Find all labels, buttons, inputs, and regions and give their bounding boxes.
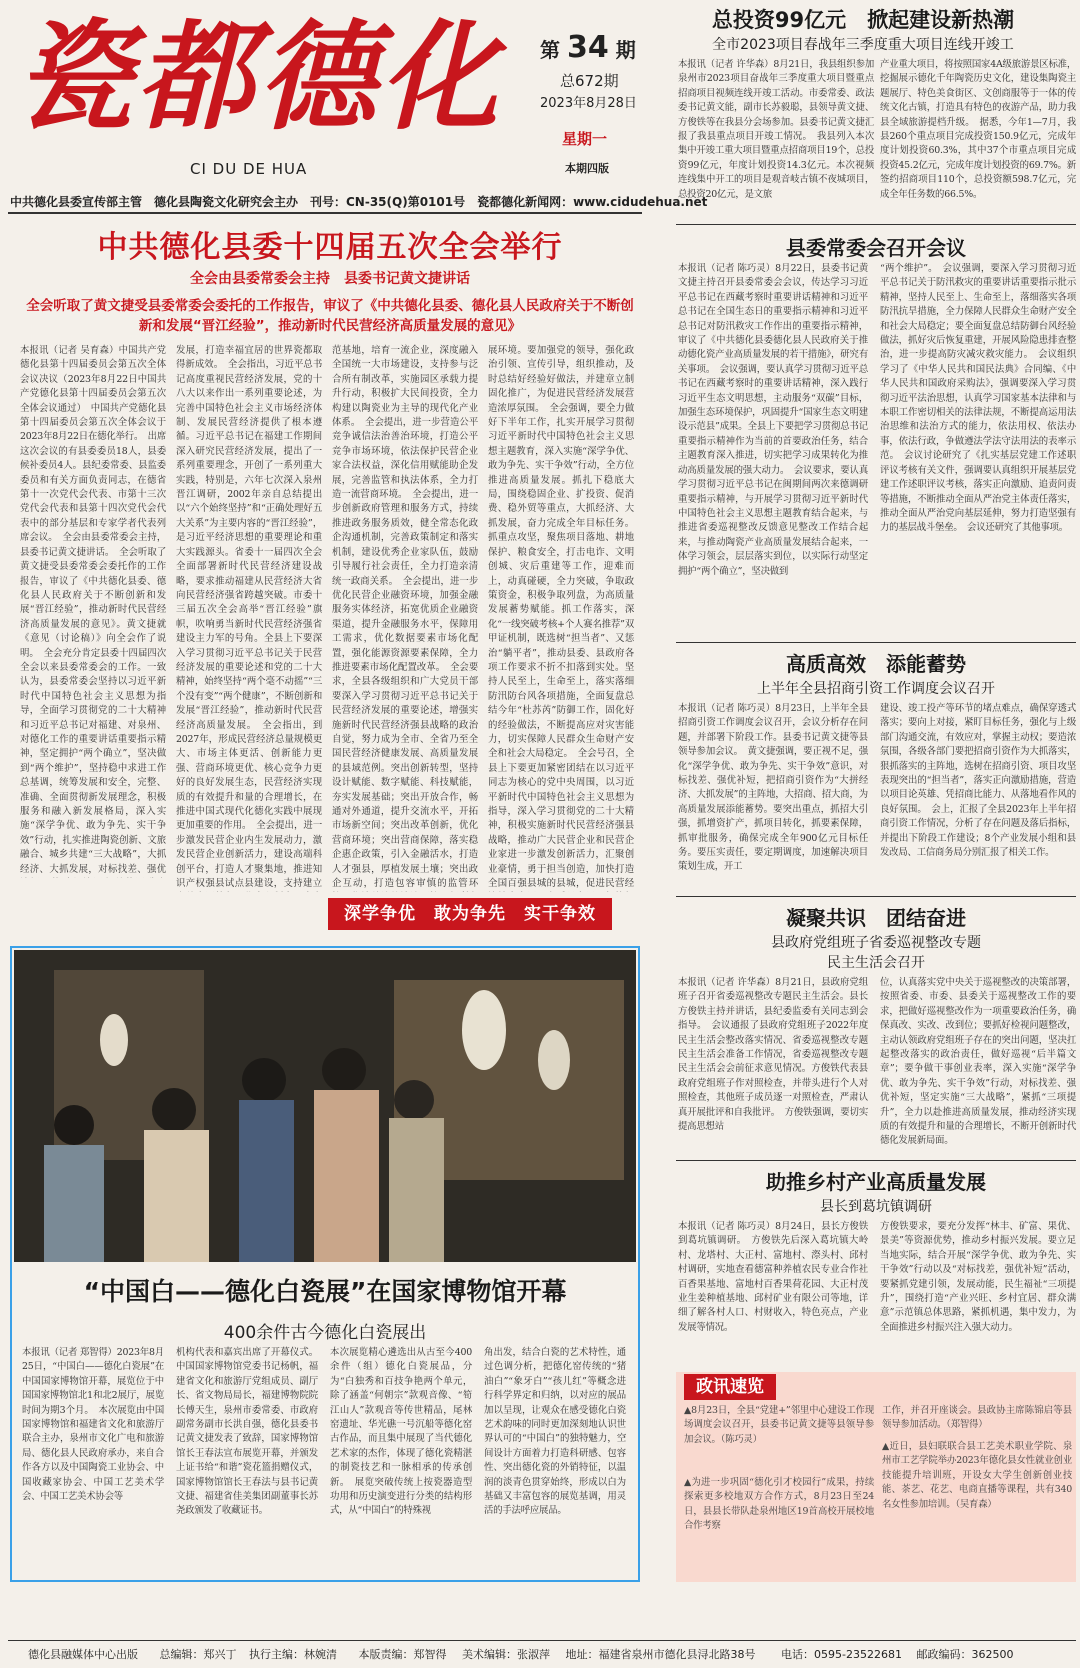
lead-body-col-1: 本报讯（记者 吴育森）中国共产党德化县第十四届委员会第五次全体会议决议（2023年8月22日中国共产党德化县第十四届委员会第五次全体会议通过） 中国共产党德化县第十四届委员会第五次全体会议于2023年8月22日在德化举行。 出席这次会议的有县委委员18人，县委候补委员4人。县纪委常委、县监委委员和有关方面负责同志，在德省第十一次党代会代表、市第十三次党代会代表和县第十四次党代会代表中的部分基层和专家学者代表列席会议。 全会由县委常委会主持，县委书记黄文捷讲话。 全会听取了黄文捷受县委常委会委托作的工作报告，审议了《中共德化县委、德化县人民政府关于不断创新和发展“晋江经验”，推动新时代民营经济高质量发展的意见》。黄文捷就《意见（讨论稿）》向全会作了说明。 全会充分肯定县委十四届四次全会以来县委常委会的工作。一致认为，县委常委会坚持以习近平新时代中国特色社会主义思想为指导，全面学习贯彻党的二十大精神和习近平总书记对福建、对泉州、对德化工作的重要讲话重要指示精神，坚定拥护“两个确立”，坚决做到“两个维护”，坚持稳中求进工作总基调，统筹发展和安全，完整、准确、全面贯彻新发展理念，积极服务和融入新发展格局，深入实施“深学争优、敢为争先、实干争效”行动，扎实推进陶瓷创新、文旅融合、城乡共建“三大战略”，大抓经济、大抓发展，对标找差、强优: [20, 345, 166, 875]
exhibit-body-col-1: 本报讯（记者 郑智得）2023年8月25日，“中国白——德化白瓷展”在中国国家博物馆开幕，展览位于中国国家博物馆北1和北2展厅，展览时间为期3个月。 本次展览由中国国家博物馆和福建省文化和旅游厅联合主办，泉州市文化广电和旅游局、德化县人民政府承办，来自合作各方以及中国陶瓷工业协会、中国收藏家协会、中国工艺美术学会、中国工艺美术协会等: [22, 1347, 164, 1503]
right-divider-1: [676, 224, 1076, 225]
exhibit-title: “中国白——德化白瓷展”在国家博物馆开幕: [83, 1277, 567, 1306]
right-divider-4: [676, 1160, 1076, 1161]
footer-publisher: 德化县融媒体中心出版: [28, 1648, 138, 1661]
news-flash-item-2: ▲为进一步巩固“德化引才校园行”成果，持续探索更多校地双方合作方式，8月23日至24日，县县长带队赴泉州地区19首高校开展校地合作考察: [684, 1477, 874, 1532]
lead-body-col-4: 展环境。要加强党的领导，强化政治引领、宣传引导，组织推动，及时总结好经验好做法，并建章立制固化推广，为促进民营经济发展营造浓厚氛围。 全会强调，要全力做好下半年工作，扎实开展学习贯彻习近平新时代中国特色社会主义思想主题教育，深入实施“深学争优、敢为争先、实干争效”行动，全方位推进高质量发展。抓扎下稳底大局，围绕稳固企业、扩投资、促消费、稳外贸等重点，大抓经济、大抓发展，奋力完成全年目标任务。抓重点攻坚，聚焦项目落地、耕地保护、粮食安全，打击电诈、文明创城、灾后重建等工作，迎难而上，动真碰硬，全力突破，争取政策资金，积极争取列盘，为高质量发展蓄势赋能。抓工作落实，深化“一线突破考核+个人赛名推荐”双甲证机制，既选树“担当者”、又惩治“躺平者”，推动县委、县政府各项工作要求不折不扣落到实处。坚持人民至上，生命至上，落实落细防汛防台风各项措施，全面复盘总结今年“杜苏芮”防御工作，固化好的经验做法，不断提高应对灾害能力，切实保障人民群众生命财产安全和社会大局稳定。 全会号召，全县上下要更加紧密团结在以习近平同志为核心的党中央周围，以习近平新时代中国特色社会主义思想为指导，深入学习贯彻党的二十大精神，积极实施新时代民营经济强县战略，推动广大民营企业和民营企业家进一步激发创新活力，汇聚创业豪情，勇于担当创造，加快打造全国百强县城的县城，促进民营经: [488, 345, 634, 890]
news-flash-item-1: ▲8月23日，全县“党建+”邻里中心建设工作现场调度会议召开，县委书记黄文捷等县领导参加会议。（陈巧灵）: [684, 1405, 874, 1445]
news-flash-item-4: ▲近日，县妇联联合县工艺美术职业学院、泉州市工艺学院举办2023年德化县女性就业创业技能提升培训班，开设女大学生创新创业技能、茶艺、花艺、电商直播等课程，共有340名女性参加培训。（吴育森）: [882, 1441, 1072, 1510]
rectify-body-col-2: 位，认真落实党中央关于巡视整改的决策部署，按照省委、市委、县委关于巡视整改工作的要求，把做好巡视整改作为一项重要政治任务，确保真改、实改、改到位；要抓好检视问题整改，主动认领政府党组班子存在的突出问题，坚决扛起整改落实的政治责任，做好巡视“后半篇文章”；要争做干事创业表率，深入实施“深学争优、敢为争先、实干争效”行动，对标找差、强优补短，坚定实施“三大战略”，紧抓“三项提升”，全力以赴推进高质量发展，推动经济实现质的有效提升和量的合理增长，不断开创新时代德化发展新局面。: [880, 977, 1076, 1147]
masthead-logo: [8, 6, 528, 136]
standing-title: 县委常委会召开会议: [786, 236, 966, 260]
rural-title: 助推乡村产业高质量发展: [766, 1170, 986, 1194]
lead-body-col-2: 发展，打造幸福宜居的世界瓷都取得新成效。 全会指出，习近平总书记高度重视民营经济发展，党的十八大以来作出一系列重要论述，为完善中国特色社会主义市场经济体制、发展民营经济提供了根本遵循。习近平总书记在福建工作期间深入研究民营经济发展，提出了一系列重要理念，开创了一系列重大实践，特别是，六年七次深入泉州晋江调研，2002年亲自总结提出以“六个始终坚持”和“正确处理好五大关系”为主要内容的“晋江经验”，是习近平经济思想的重要理论和重大实践源头。省委十一届四次全会全面部署新时代民营经济建设战略，要求推动福建从民营经济大省向民营经济强省跨越突破。市委十三届五次全会高举“晋江经验”旗帜，吹响勇当新时代民营经济强省建设主力军的号角。全县上下要深入学习贯彻习近平总书记关于民营经济发展的重要论述和党的二十大精神，始终坚持“两个毫不动摇”“三个没有变”“两个健康”，不断创新和发展“晋江经验”，推动新时代民营经济高质量发展。 全会指出，到2027年，形成民营经济总量规模更大、市场主体更活、创新能力更强、营商环境更优、核心竞争力更好的良好发展生态，民营经济实现质的有效提升和量的合理增长，在推进中国式现代化德化实践中展现更加重要的作用。 全会提出，进一步激发民营企业内生发展动力，激发民营企业创新活力，建设高端科创平台，打造人才聚集地，推进知识产权强县试点县建设，支持建立: [176, 345, 322, 890]
exhibit-body-col-3: 本次展览精心遴选出从古至今400余件（组）德化白瓷展品，分为“白独秀和百技争艳两个单元，除了涵盖“何朝宗”款观音像、“筍江山人”款观音等传世精品，尾林窑遗址、华光礁一号沉船等德化窑古作品，而且集中展现了当代德化艺术家的杰作，体现了德化瓷精湛的制瓷技艺和一脉相承的传承创新。 展览突破传统上按瓷器造型功用和历史演变进行分类的结构形式，从“中国白”的特殊视: [330, 1347, 472, 1517]
standing-body-col-1: 本报讯（记者 陈巧灵）8月22日，县委书记黄文捷主持召开县委常委会会议，传达学习习近平总书记在西藏考察时重要讲话精神和习近平总书记在全国生态日的重要指示精神和习近平总书记对防汛救灾工作作出的重要指示精神，审议了《中共德化县委德化县人民政府关于推动德化瓷产业高质量发展的若干措施》，研究有关事项。 会议强调，要认真学习贯彻习近平总书记在西藏考察时的重要讲话精神，深入践行习近平生态文明思想，主动服务“双碳”目标，加强生态环境保护，巩固提升“国家生态文明建设示范县”成果。全县上下要把学习贯彻总书记重要指示精神作为当前的首要政治任务，结合主题教育深入推进，切实把学习成果转化为推动高质量发展的强大动力。 会议要求，要认真学习贯彻习近平总书记在闽期间两次来德调研重要指示精神，与开展学习贯彻习近平新时代中国特色社会主义思想主题教育结合起来，与推进省委巡视整改反馈意见整改工作结合起来，与推动陶瓷产业高质量发展结合起来，一体学习领会，层层落实到位，以实际行动坚定拥护“两个确立”，坚决做到: [678, 263, 868, 577]
footer-address: 地址：福建省泉州市德化县浔北路38号: [565, 1648, 756, 1661]
masthead-pinyin: CI DU DE HUA: [190, 160, 308, 178]
rectify-body-col-1: 本报讯（记者 许华森）8月21日，县政府党组班子召开省委巡视整改专题民主生活会。县长方俊铁主持并讲话，县纪委监委有关同志到会指导。 会议通报了县政府党组班子2022年度民主生活会整改落实情况、省委巡视整改专题民主生活会准备工作情况，省委巡视整改专题民主生活会会前征求意见情况。方俊铁代表县政府党组班子作对照检查，并带头进行个人对照检查，其他班子成员逐一对照检查，严肃认真开展批评和自我批评。 方俊铁强调，要切实提高思想站: [678, 977, 868, 1133]
issue-date: 2023年8月28日: [540, 96, 637, 111]
footer-postcode: 邮政编码：362500: [916, 1648, 1014, 1661]
lead-body-col-3: 范基地，培育一流企业，深度融入全国统一大市场建设，支持参与泛合所有制改革，实施园区承载力提升行动，积极扩大民间投资，全力构建以陶瓷业为主导的现代化产业体系。 全会提出，进一步营造公平竞争诚信法治善治环境，打造公平竞争市场环境，依法保护民营企业家合法权益，深化信用赋能助企发展，完善监管和执法体系，全力打造一流营商环境。 全会提出，进一步创新政府管理和服务方式，持续推进政务服务质效，健全常态化政企沟通机制，完善政策制定和落实机制，建设优秀企业家队伍，鼓励引导履行社会责任，全力打造亲清统一政商关系。 全会提出，进一步优化民营企业融资环境，加强金融服务实体经济，拓宽优质企业融资渠道，提升金融服务水平，保障用工需求，优化数据要素市场化配置，强化能源资源要素保障，全力推进要素市场化配置改革。 全会要求，全县各级组织和广大党员干部要深入学习贯彻习近平总书记关于民营经济发展的重要论述，增强实施新时代民营经济强县战略的政治自觉，努力成为全市、全省乃至全国民营经济健康发展、高质量发展的县域范例。突出创新转型，坚持设计赋能、数字赋能、科技赋能，夯实发展基础；突出开放合作，畅通对外通道，提升交流水平，开拓市场新空间；突出改革创新，优化营商环境；突出营商保障，落实稳企惠企政策，引入金融活水，打造人才强县，厚植发展土壤；突出政企互动，打造包容审慎的监管环: [332, 345, 478, 890]
total-issue: 总672期: [560, 72, 619, 90]
rural-body-col-2: 方俊铁要求，要充分发挥“林丰、矿富、果优、景美”等资源优势，推动乡村振兴发展。要立足当地实际，结合开展“深学争优、敢为争先、实干争效”行动以及“对标找差，强优补短”活动，要紧抓党建引领，发展动能，民生福祉“三项提升”，围绕打造“产业兴旺、乡村宜居、群众满意”示范镇总体思路，紧抓机遇，集中发力，为全面推进乡村振兴注入强大动力。: [880, 1221, 1076, 1333]
exhibit-subtitle: 400余件古今德化白瓷展出: [223, 1323, 427, 1343]
footer-duty-editor: 本版责编：郑智得: [358, 1648, 447, 1661]
invest-body-col-2: 产业重大项目，将按照国家4A级旅游景区标准，挖掘展示德化千年陶瓷历史文化，建设集陶瓷主题展厅、特色美食街区、文创商服等于一体的传统文化古镇，打造具有特色的夜游产品，助力我县全域旅游提档升级。 据悉，今年1—7月，我县260个重点项目完成投资150.9亿元，完成年度计划投资60.3%，其中37个市重点项目完成投资45.2亿元，完成年度计划投资的69.7%。新签约招商项目110个，总投资额598.7亿元，完成全年任务数的66.5%。: [880, 59, 1076, 200]
invest-meeting-subtitle: 上半年全县招商引资工作调度会议召开: [757, 681, 995, 697]
invest-body-col-1: 本报讯（记者 许华森）8月21日，我县组织参加泉州市2023项目奋战年三季度重大项目暨重点招商项目视频连线开竣工活动。市委常委、政法委书记黄文能，副市长苏毅聪，县领导黄文捷、方俊铁等在我县分会场参加。县委书记黄文捷汇报了我县重点项目开竣工情况。 我县列入本次集中开竣工重大项目暨重点招商项目19个，总投资99亿元，年度计划投资14.3亿元。本次视频连线集中开工的项目是观音岐古镇不夜城项目，总投资20亿元，是文旅: [678, 59, 874, 200]
footer-chief-editor: 总编辑：郑兴丁: [159, 1648, 237, 1661]
lead-subtitle: 全会由县委常委会主持 县委书记黄文捷讲话: [190, 271, 470, 287]
rural-subtitle: 县长到葛坑镇调研: [820, 1199, 932, 1215]
invest-subtitle: 全市2023项目春战年三季度重大项目连线开竣工: [712, 37, 1014, 53]
right-divider-2: [676, 642, 1076, 643]
news-flash-tag: 政讯速览: [684, 1374, 776, 1400]
issue-edition: 本期四版: [565, 162, 609, 175]
issue-number: 第 34 期: [540, 30, 636, 65]
footer-art-editor: 美术编辑：张淑萍: [462, 1648, 550, 1661]
masthead-divider: [8, 212, 642, 214]
rectify-title: 凝聚共识 团结奋进: [786, 906, 966, 930]
rectify-subtitle-1: 县政府党组班子省委巡视整改专题: [771, 935, 981, 951]
footer-divider: [8, 1640, 1076, 1641]
slogan-banner: 深学争优 敢为争先 实干争效: [328, 898, 612, 930]
footer: [0, 1646, 1080, 1662]
invest-meeting-body-col-1: 本报讯（记者 陈巧灵）8月23日，上半年全县招商引资工作调度会议召开，会议分析存在问题，并部署下阶段工作。县委书记黄文捷等县领导参加会议。 黄文捷强调，要正视不足，强化“深学争优、敢为争先、实干争效”意识，对标找差、强优补短，把招商引资作为“大拼经济、大抓发展”的主阵地，大招商、招大商，为高质量发展添能蓄势。要突出重点，抓招大引强，抓增资扩产，抓项目转化，抓要素保障，抓审批服务，确保完成全年900亿元目标任务。要压实责任，要定期调度，加速解决项目策划生成，开工: [678, 703, 868, 873]
standing-body-col-2: “两个维护”。 会议强调，要深入学习贯彻习近平总书记关于防汛救灾的重要讲话重要指示批示精神，坚持人民至上、生命至上，落细落实各项防汛抗旱措施，全力保障人民群众生命财产安全和社会大局稳定；要全面复盘总结防御台风经验做法，抓好灾后恢复重建，开展风险隐患排查整治，进一步提高防灾减灾救灾能力。 会议组织学习了《中华人民共和国民法典》合同编、《中华人民共和国政府采购法》，强调要深入学习贯彻习近平法治思想，认真学习国家基本法律和与本职工作密切相关的法律法规，不断提高运用法治思维和法治方式的能力，依法用权、依法办事，依法行政，争做遵法学法守法用法的表率示范。 会议讨论研究了《扎实基层党建工作述职评议考核有关文件，强调要认真组织开展基层党建工作述职评议考核，落实正向激励、追责问责等措施，不断推动全面从严治党主体责任落实，推动全面从严治党向基层延伸，努力打造坚强有力的基层战斗堡垒。 会议还研究了其他事项。: [880, 263, 1076, 534]
right-divider-3: [676, 896, 1076, 897]
exhibit-body-col-4: 角出发，结合白瓷的艺术特性，通过色调分析，把德化窑传统的“猪油白”“象牙白”“孩儿红”等概念进行科学界定和归纳，以对应的展品加以呈现，让观众在感受德化白瓷艺术韵味的同时更加深刻地认识世界认可的“中国白”的独特魅力，空间设计方面着力打造科研感、包容性、突出德化瓷的外销特征，以温润的淡青色贯穿始终，形成以白为基础又丰富包容的展览基调，用灵活的手法呼应展品。: [484, 1347, 626, 1517]
sponsor-line: 中共德化县委宣传部主管 德化县陶瓷文化研究会主办 刊号：CN-35(Q)第0101号 瓷都德化新闻网：www.cidudehua.net: [10, 195, 708, 209]
rural-body-col-1: 本报讯（记者 陈巧灵）8月24日，县长方俊铁到葛坑镇调研。 方俊铁先后深入葛坑镇大岭村、龙塔村、大正村、富地村、漈头村、邱村村调研，实地查看德富种养植农民专业合作社百香果基地、富地村百香果荷花园、大正村茂业生姜种植基地、邱村矿业有限公司等地，详细了解各村人口、村财收入，特色亮点，产业发展等情况。: [678, 1221, 868, 1333]
invest-title: 总投资99亿元 掀起建设新热潮: [711, 8, 1015, 32]
masthead-logo-text: 瓷都德化: [14, 7, 503, 136]
exhibition-photo: [14, 950, 636, 1262]
lead-summary: 全会听取了黄文捷受县委常委会委托的工作报告，审议了《中共德化县委、德化县人民政府关于不断创新和发展“晋江经验”，推动新时代民营经济高质量发展的意见》: [26, 298, 634, 334]
rectify-subtitle-2: 民主生活会召开: [827, 955, 925, 971]
footer-exec-editor: 执行主编：林婉清: [249, 1648, 337, 1661]
news-flash-item-3: 工作，并召开座谈会。县政协主席陈锦启等县领导参加活动。（郑智得）: [882, 1405, 1072, 1431]
exhibit-body-col-2: 机构代表和嘉宾出席了开幕仪式。中国国家博物馆党委书记杨帆，福建省文化和旅游厅党组成员、副厅长、省文物局局长，福建博物院院长傅天生，泉州市委常委、市政府副常务副市长洪自强，德化县委书记黄文捷发表了致辞，国家博物馆馆长王春法宣布展览开幕，并颁发上证书给“和谐”瓷花篮捐赠仪式，国家博物馆馆长王春法与县书记黄文捷、福建省佳美集团副董事长苏尧政颁发了收藏证书。: [176, 1347, 318, 1517]
footer-phone: 电话：0595-23522681: [781, 1648, 902, 1661]
lead-title: 中共德化县委十四届五次全会举行: [97, 230, 563, 265]
invest-meeting-body-col-2: 建设、竣工投产等环节的堵点难点，确保穿透式落实；要向上对接，紧盯目标任务，强化与上级部门沟通交流，有效应对，掌握主动权；要造浓氛围，各级各部门要把招商引资作为大抓落实，狠抓落实的主阵地，选树在招商引资、项目攻坚表现突出的“担当者”，落实正向激励措施，营造以项目论英雄、凭招商比能力、从落地看作风的良好氛围。 会上，汇报了全县2023年上半年招商引资工作情况，分析了存在问题及落后指标，并提出下阶段工作建设；8个产业发展小组和县发改局、工信商务局分别汇报了相关工作。: [880, 703, 1076, 859]
invest-meeting-title: 高质高效 添能蓄势: [786, 652, 966, 676]
issue-weekday: 星期一: [562, 130, 608, 148]
